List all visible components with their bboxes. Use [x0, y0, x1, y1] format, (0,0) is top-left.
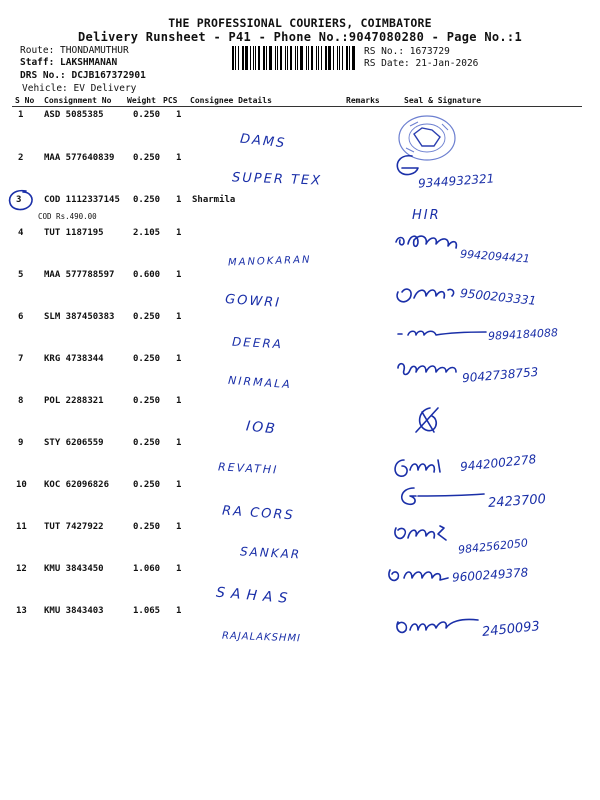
col-sno: S No — [15, 96, 35, 105]
row-weight: 1.065 — [133, 606, 161, 616]
signature-scribble-row10 — [396, 484, 488, 508]
row-weight: 0.600 — [133, 270, 161, 280]
row-consignment: KMU 3843450 — [44, 564, 104, 574]
signature-scribble-row5 — [392, 280, 462, 308]
barcode-bar — [238, 46, 239, 70]
signature-scribble-row6 — [394, 326, 490, 342]
row-consignment: KRG 4738344 — [44, 354, 104, 364]
barcode-bar — [290, 46, 292, 70]
signature-scribble-row8 — [412, 402, 442, 438]
row-pcs: 1 — [176, 564, 182, 574]
barcode-bar — [287, 46, 288, 70]
barcode-bar — [318, 46, 319, 70]
barcode-bar — [250, 46, 251, 70]
barcode-bar — [232, 46, 234, 70]
handwritten-name: SANKAR — [239, 544, 302, 562]
row-consignment: KOC 62096826 — [44, 480, 110, 490]
row-weight: 1.060 — [133, 564, 161, 574]
barcode-bar — [337, 46, 339, 70]
row-sno: 4 — [18, 228, 24, 238]
handwritten-phone: 9442002278 — [459, 452, 537, 474]
barcode-bar — [266, 46, 267, 70]
col-seal-signature: Seal & Signature — [404, 96, 482, 105]
rs-date: RS Date: 21-Jan-2026 — [364, 58, 479, 69]
col-weight: Weight — [127, 96, 156, 105]
row-pcs: 1 — [176, 480, 182, 490]
barcode-bar — [297, 46, 298, 70]
signature-scribble-row12 — [384, 562, 454, 588]
barcode-bar — [275, 46, 276, 70]
row-consignment: STY 6206559 — [44, 438, 104, 448]
row-weight: 0.250 — [133, 396, 161, 406]
handwritten-phone: 9842562050 — [457, 536, 529, 557]
row-consignment: COD 1112337145 — [44, 195, 120, 205]
row-consignment: SLM 387450383 — [44, 312, 115, 322]
row-sno: 11 — [16, 522, 27, 532]
barcode-bar — [352, 46, 355, 70]
row-consignee: Sharmila — [192, 195, 236, 205]
barcode-bar — [235, 46, 236, 70]
row-weight: 0.250 — [133, 153, 161, 163]
col-consignment: Consignment No — [44, 96, 112, 105]
signature-scribble-row7 — [394, 358, 462, 380]
row-pcs: 1 — [176, 153, 182, 163]
handwritten-phone: 9500203331 — [459, 286, 537, 308]
signature-scribble-row2 — [392, 152, 422, 178]
row-consignment: ASD 5085385 — [44, 110, 104, 120]
row-weight: 0.250 — [133, 438, 161, 448]
handwritten-phone: 9600249378 — [451, 565, 529, 585]
barcode-bar — [342, 46, 343, 70]
rs-number: RS No.: 1673729 — [364, 46, 450, 57]
row-weight: 0.250 — [133, 522, 161, 532]
row-sno: 3 — [16, 195, 22, 205]
row-weight: 0.250 — [133, 195, 161, 205]
row-consignment: TUT 7427922 — [44, 522, 104, 532]
row-pcs: 1 — [176, 396, 182, 406]
row-pcs: 1 — [176, 354, 182, 364]
handwritten-phone: 9942094421 — [459, 247, 531, 266]
barcode-bar — [316, 46, 317, 70]
row-weight: 0.250 — [133, 110, 161, 120]
row-sno: 9 — [18, 438, 24, 448]
staff-label: Staff: LAKSHMANAN — [20, 57, 118, 68]
col-consignee: Consignee Details — [190, 96, 272, 105]
handwritten-name: MANOKARAN — [227, 254, 312, 269]
row-sno: 2 — [18, 153, 24, 163]
row-sno: 12 — [16, 564, 27, 574]
handwritten-name: REVATHI — [217, 460, 279, 477]
row-weight: 0.250 — [133, 354, 161, 364]
header-divider — [12, 106, 582, 107]
barcode-bar — [306, 46, 307, 70]
row-weight: 0.250 — [133, 312, 161, 322]
barcode-bar — [255, 46, 256, 70]
barcode-bar — [253, 46, 254, 70]
row-sno: 7 — [18, 354, 24, 364]
document-title: THE PROFESSIONAL COURIERS, COIMBATORE — [168, 16, 432, 30]
handwritten-phone: 2423700 — [487, 491, 547, 512]
barcode-bar — [328, 46, 331, 70]
route-label: Route: THONDAMUTHUR — [20, 45, 129, 56]
row-sno: 5 — [18, 270, 24, 280]
signature-scribble-row13 — [392, 612, 482, 640]
vehicle-label: Vehicle: EV Delivery — [22, 83, 137, 94]
barcode-bar — [333, 46, 334, 70]
handwritten-name: NIRMALA — [227, 373, 293, 392]
barcode-bar — [311, 46, 313, 70]
barcode-bar — [277, 46, 278, 70]
barcode-bar — [325, 46, 327, 70]
signature-scribble-row11 — [390, 520, 456, 546]
barcode-bar — [308, 46, 309, 70]
col-remarks: Remarks — [346, 96, 380, 105]
handwritten-phone: 9344932321 — [417, 171, 495, 191]
row-sno: 1 — [18, 110, 24, 120]
row-sno: 10 — [16, 480, 27, 490]
row-consignment: MAA 577640839 — [44, 153, 115, 163]
barcode-bar — [269, 46, 272, 70]
row-sno: 6 — [18, 312, 24, 322]
barcode-bar — [349, 46, 350, 70]
handwritten-phone: 9042738753 — [461, 364, 539, 386]
handwritten-name: DAMS — [239, 131, 288, 152]
barcode — [232, 46, 358, 70]
barcode-bar — [339, 46, 340, 70]
document-subtitle: Delivery Runsheet - P41 - Phone No.:9047080280 - Page No.:1 — [78, 30, 522, 44]
handwritten-name: IOB — [245, 418, 278, 438]
row-pcs: 1 — [176, 438, 182, 448]
barcode-bar — [242, 46, 244, 70]
row-consignment: TUT 1187195 — [44, 228, 104, 238]
handwritten-name: SUPER TEX — [231, 170, 323, 189]
barcode-bar — [300, 46, 303, 70]
barcode-bar — [280, 46, 282, 70]
barcode-bar — [258, 46, 260, 70]
circled-row-marker — [6, 188, 36, 214]
row-sno: 13 — [16, 606, 27, 616]
barcode-bar — [295, 46, 297, 70]
barcode-bar — [346, 46, 348, 70]
handwritten-name: RA CORS — [221, 503, 296, 524]
row-weight: 0.250 — [133, 480, 161, 490]
row-pcs: 1 — [176, 195, 182, 205]
row-sno: 8 — [18, 396, 24, 406]
barcode-bar — [285, 46, 286, 70]
handwritten-name: HIR — [412, 208, 441, 223]
row-pcs: 1 — [176, 522, 182, 532]
cod-amount: COD Rs.490.00 — [38, 212, 97, 221]
row-consignment: MAA 577788597 — [44, 270, 115, 280]
signature-scribble-row4 — [392, 228, 462, 254]
row-consignment: KMU 3843403 — [44, 606, 104, 616]
col-pcs: PCS — [163, 96, 178, 105]
handwritten-name: DEERA — [231, 334, 284, 352]
row-pcs: 1 — [176, 606, 182, 616]
handwritten-name: RAJALAKSHMI — [221, 630, 302, 645]
handwritten-name: GOWRI — [224, 292, 282, 311]
handwritten-phone: 2450093 — [481, 619, 541, 640]
row-pcs: 1 — [176, 270, 182, 280]
handwritten-phone: 9894184088 — [487, 326, 559, 343]
barcode-bar — [263, 46, 265, 70]
handwritten-name: SAHAS — [215, 584, 295, 608]
barcode-bar — [245, 46, 248, 70]
row-pcs: 1 — [176, 228, 182, 238]
row-consignment: POL 2288321 — [44, 396, 104, 406]
row-pcs: 1 — [176, 110, 182, 120]
barcode-bar — [321, 46, 322, 70]
signature-scribble-row9 — [388, 454, 460, 482]
drs-number: DRS No.: DCJB167372901 — [20, 70, 146, 81]
row-pcs: 1 — [176, 312, 182, 322]
row-weight: 2.105 — [133, 228, 161, 238]
